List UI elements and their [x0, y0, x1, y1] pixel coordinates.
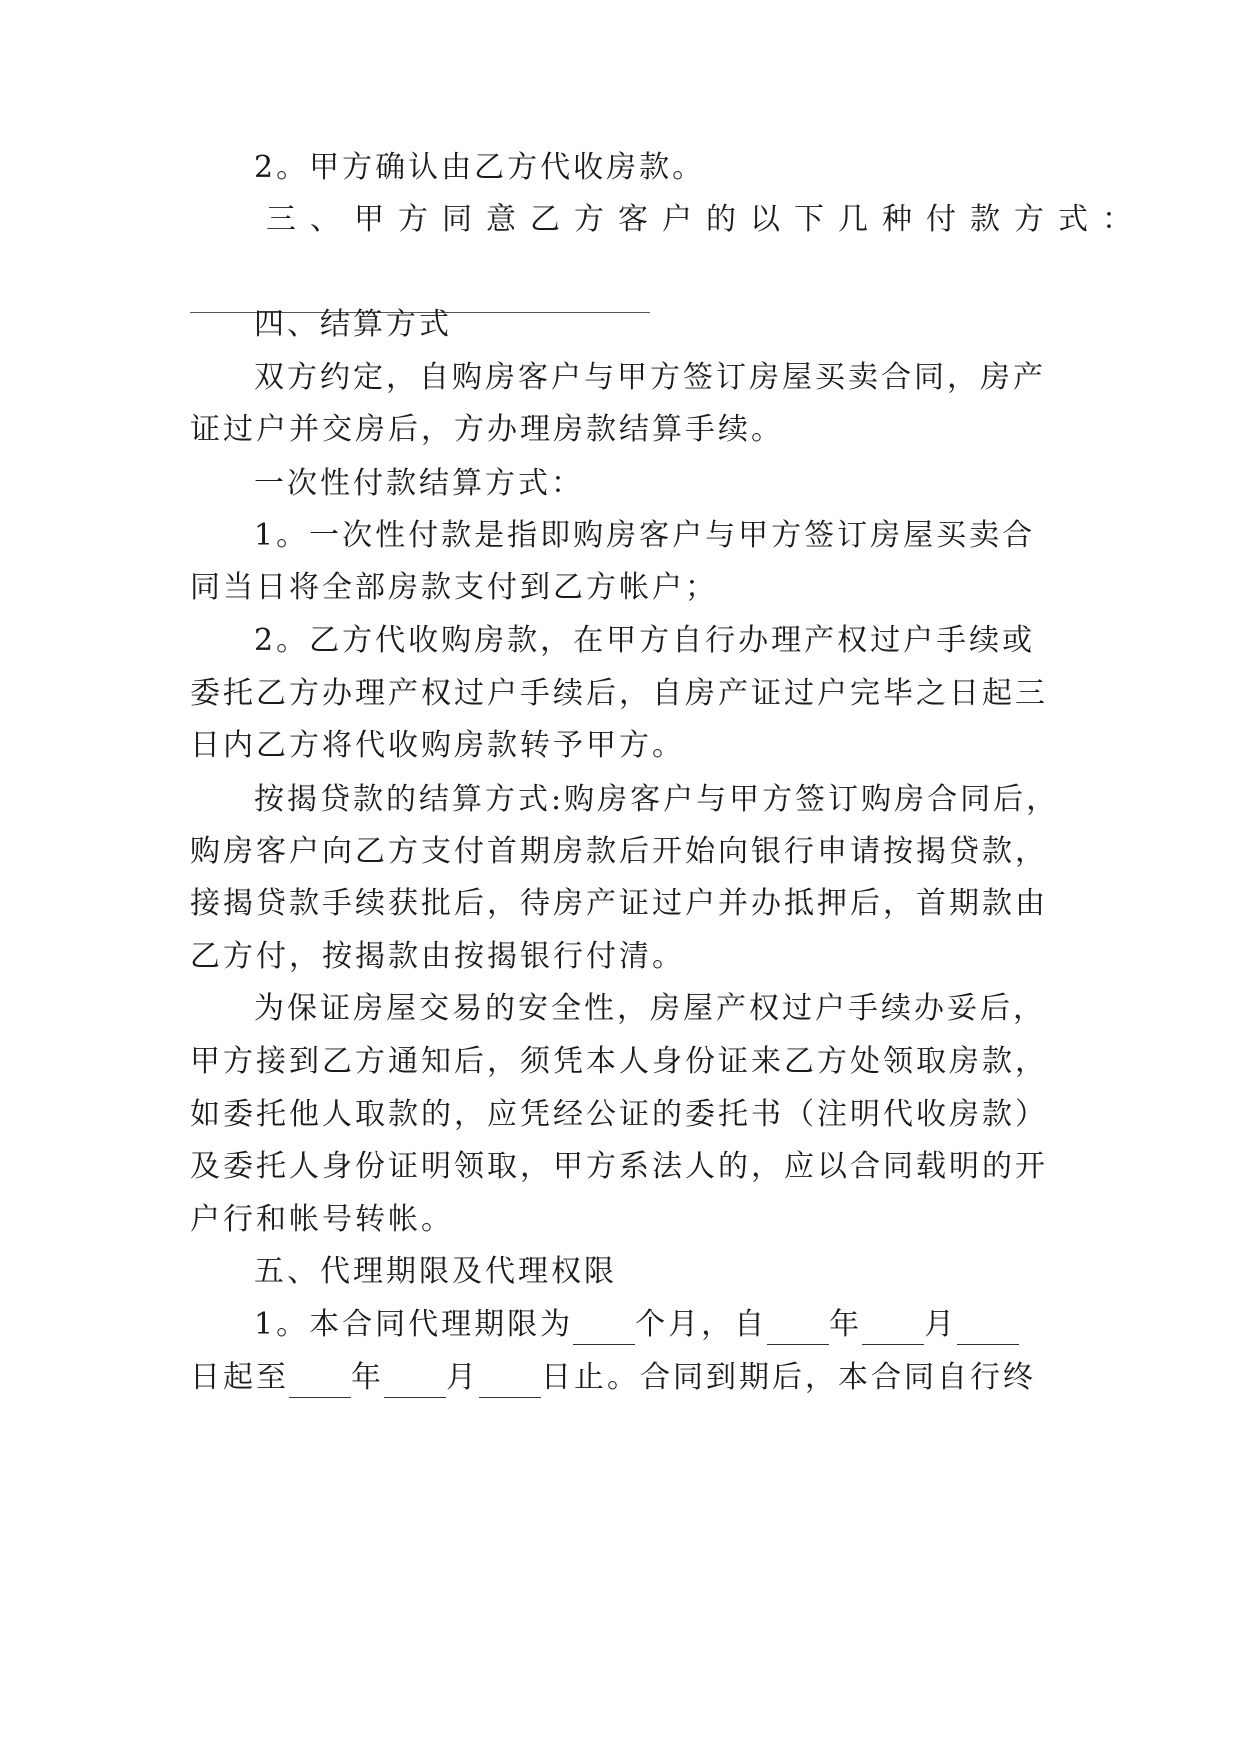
paragraph-line: 双方约定，自购房客户与甲方签订房屋买卖合同，房产 [254, 360, 1046, 395]
paragraph-line: 日内乙方将代收购房款转予甲方。 [190, 728, 685, 763]
clause-text: 年 [351, 1360, 384, 1395]
fill-in-blank[interactable] [384, 1367, 446, 1398]
paragraph-line: 同当日将全部房款支付到乙方帐户； [190, 570, 718, 605]
clause-text: 个月，自 [635, 1307, 768, 1342]
paragraph-line: 如委托他人取款的，应凭经公证的委托书（注明代收房款） [190, 1097, 1048, 1132]
paragraph-line [190, 1358, 1070, 1398]
paragraph-line: 委托乙方办理产权过户手续后，自房产证过户完毕之日起三 [190, 676, 1048, 711]
paragraph-line: 2。乙方代收购房款，在甲方自行办理产权过户手续或 [254, 623, 1036, 658]
fill-in-blank[interactable] [479, 1367, 541, 1398]
fill-in-blank[interactable] [957, 1314, 1019, 1345]
paragraph-line: 甲方接到乙方通知后，须凭本人身份证来乙方处领取房款， [190, 1044, 1048, 1079]
paragraph-line: 购房客户向乙方支付首期房款后开始向银行申请按揭贷款， [190, 834, 1048, 869]
section-heading: 四、结算方式 [254, 307, 452, 342]
paragraph-line: 一次性付款结算方式： [254, 466, 584, 501]
paragraph-line: 证过户并交房后，方办理房款结算手续。 [190, 412, 784, 447]
clause-text: 1。本合同代理期限为 [254, 1307, 574, 1342]
fill-in-blank[interactable] [573, 1314, 635, 1345]
paragraph-line: 乙方付，按揭款由按揭银行付清。 [190, 939, 685, 974]
paragraph-line: 户行和帐号转帐。 [190, 1202, 454, 1237]
clause-text: 日止。合同到期后，本合同自行终 [541, 1360, 1036, 1395]
paragraph-line: 1。一次性付款是指即购房客户与甲方签订房屋买卖合 [254, 518, 1036, 553]
clause-text: 年 [829, 1307, 863, 1342]
fill-in-blank[interactable] [862, 1314, 924, 1345]
paragraph-line [254, 1305, 1070, 1345]
clause-text: 月 [924, 1307, 958, 1342]
paragraph-line: 2。甲方确认由乙方代收房款。 [254, 150, 706, 185]
paragraph-line: 接揭贷款手续获批后，待房产证过户并办抵押后，首期款由 [190, 886, 1048, 921]
paragraph-line: 按揭贷款的结算方式:购房客户与甲方签订购房合同后， [254, 782, 1060, 817]
section-heading: 五、代理期限及代理权限 [254, 1254, 617, 1289]
clause-text: 日起至 [190, 1360, 289, 1395]
clause-text: 月 [446, 1360, 479, 1395]
paragraph-line: 为保证房屋交易的安全性，房屋产权过户手续办妥后， [254, 991, 1046, 1026]
fill-in-blank[interactable] [767, 1314, 829, 1345]
paragraph-line: 及委托人身份证明领取，甲方系法人的，应以合同载明的开 [190, 1149, 1048, 1184]
fill-in-blank[interactable] [289, 1367, 351, 1398]
section-heading: 三、甲方同意乙方客户的以下几种付款方式： [266, 202, 1146, 237]
